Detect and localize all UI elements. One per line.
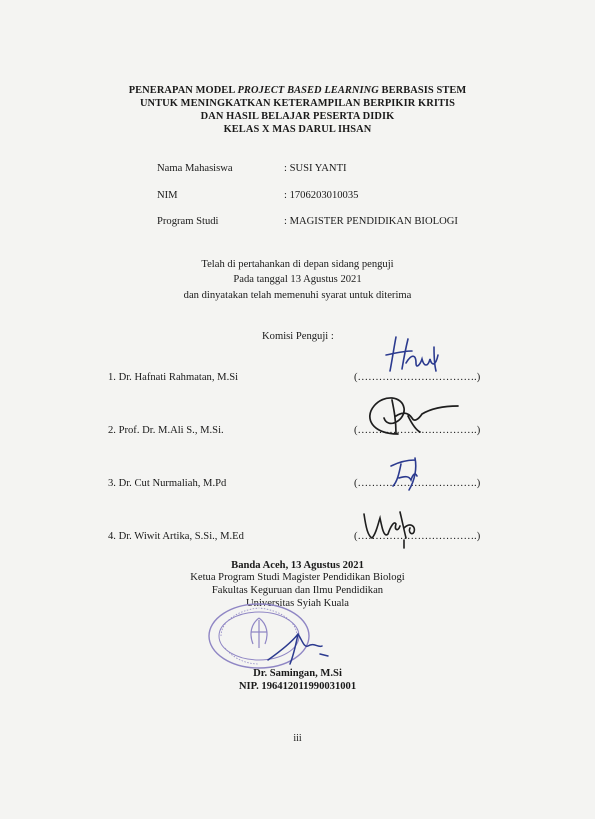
examiner-3-signature-line: (…………………………….)	[354, 478, 481, 489]
defense-line-2: Pada tanggal 13 Agustus 2021	[233, 274, 362, 285]
defense-line-1: Telah di pertahankan di depan sidang penguji	[201, 259, 394, 270]
nim-label: NIM	[157, 190, 178, 201]
document-title	[0, 84, 595, 136]
signature-examiner-4	[360, 508, 422, 552]
examiner-3-name: 3. Dr. Cut Nurmaliah, M.Pd	[108, 478, 227, 489]
signer-name: Dr. Samingan, M.Si	[253, 668, 342, 679]
student-name-label: Nama Mahasiswa	[157, 163, 233, 174]
signature-program-head	[262, 620, 334, 668]
signature-examiner-1	[382, 333, 452, 383]
signature-examiner-3	[385, 454, 425, 496]
examiner-1-name: 1. Dr. Hafnati Rahmatan, M.Si	[108, 372, 239, 383]
defense-line-3: dan dinyatakan telah memenuhi syarat untuk diterima	[183, 290, 412, 301]
committee-heading: Komisi Penguji :	[262, 331, 334, 342]
nim-value: : 1706203010035	[284, 190, 359, 201]
student-name-value: : SUSI YANTI	[284, 163, 347, 174]
university-name: Universitas Syiah Kuala	[246, 598, 349, 609]
title-line-4: KELAS X MAS DARUL IHSAN	[223, 124, 372, 135]
signature-examiner-2	[362, 390, 462, 440]
examiner-4-signature-line: (…………………………….)	[354, 531, 481, 542]
signer-nip: NIP. 196412011990031001	[238, 681, 357, 692]
title-line-2: UNTUK MENINGKATKAN KETERAMPILAN BERPIKIR KRITIS	[139, 98, 456, 109]
program-value: : MAGISTER PENDIDIKAN BIOLOGI	[284, 216, 458, 227]
approver-role: Ketua Program Studi Magister Pendidikan Biologi	[190, 572, 405, 583]
examiner-4-name: 4. Dr. Wiwit Artika, S.Si., M.Ed	[108, 531, 244, 542]
place-date: Banda Aceh, 13 Agustus 2021	[231, 560, 364, 571]
program-label: Program Studi	[157, 216, 219, 227]
examiner-2-name: 2. Prof. Dr. M.Ali S., M.Si.	[108, 425, 224, 436]
faculty-name: Fakultas Keguruan dan Ilmu Pendidikan	[211, 585, 384, 596]
examiner-2-signature-line: (…………………………….)	[354, 425, 481, 436]
title-line-1: PENERAPAN MODEL PROJECT BASED LEARNING BERBASIS STEM	[128, 85, 467, 96]
page-number: iii	[293, 733, 302, 744]
examiner-1-signature-line: (…………………………….)	[354, 372, 481, 383]
title-line-3: DAN HASIL BELAJAR PESERTA DIDIK	[200, 111, 395, 122]
